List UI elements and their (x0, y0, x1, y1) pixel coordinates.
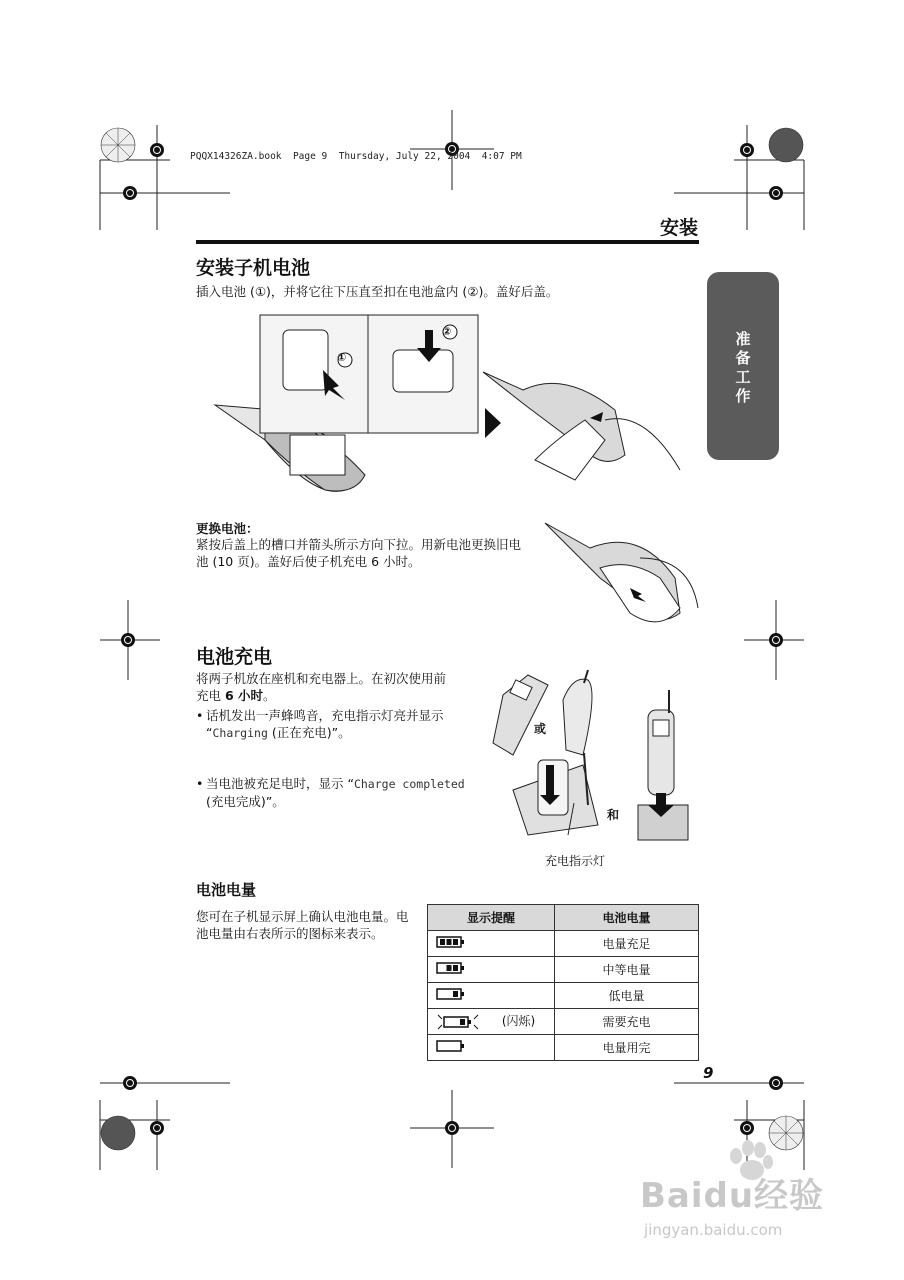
level-cell: 电量充足 (555, 931, 699, 957)
col-display: 显示提醒 (428, 905, 555, 931)
level-cell: 低电量 (555, 983, 699, 1009)
header-rule (196, 240, 699, 244)
side-tab[interactable] (707, 272, 779, 460)
charge-intro-text: 将两子机放在座机和充电器上。在初次使用前充电 (196, 671, 447, 703)
level-cell: 需要充电 (555, 1009, 699, 1035)
print-header: PQQX14326ZA.book Page 9 Thursday, July 22, 2004 4:07 PM (190, 151, 522, 162)
battery-low-icon (436, 988, 466, 1000)
page-number: 9 (703, 1064, 714, 1082)
install-instruction: 插入电池 (①)，并将它往下压直至扣在电池盒内 (②)。盖好后盖。 (196, 284, 559, 299)
icon-cell (428, 957, 555, 983)
icon-cell (428, 1009, 555, 1035)
install-figure (205, 310, 695, 505)
install-title: 安装子机电池 (196, 257, 311, 279)
level-cell: 电量用完 (555, 1035, 699, 1061)
level-cell: 中等电量 (555, 957, 699, 983)
battery-text: 您可在子机显示屏上确认电池电量。电池电量由右表所示的图标来表示。 (196, 909, 409, 941)
or-label: 或 (534, 722, 547, 736)
and-label: 和 (607, 808, 620, 822)
col-level: 电池电量 (555, 905, 699, 931)
bullet2-display: Charge completed (353, 777, 465, 791)
charge-title: 电池充电 (196, 646, 273, 668)
watermark-url: jingyan.baidu.com (644, 1221, 783, 1239)
icon-cell (428, 983, 555, 1009)
battery-table (427, 904, 699, 1061)
icon-cell (428, 931, 555, 957)
bullet1-display: Charging (212, 726, 268, 740)
replace-figure (540, 518, 700, 638)
table-row (428, 1009, 699, 1035)
bullet2-text: 当电池被充足电时，显示 “ (206, 776, 354, 791)
fig-label-1: ① (337, 351, 347, 364)
bullet1-end: (正在充电)”。 (267, 725, 351, 740)
replace-title: 更换电池： (196, 521, 259, 536)
watermark-logo: Baidu经验 (640, 1176, 825, 1216)
table-row (428, 931, 699, 957)
charge-intro-hours: 6 小时 (224, 688, 264, 703)
table-row (428, 1035, 699, 1061)
charge-bullet-2 (196, 775, 468, 810)
table-row (428, 983, 699, 1009)
charge-figure (488, 665, 698, 855)
watermark (640, 1150, 825, 1239)
flashing-note: (闪烁) (501, 1014, 536, 1029)
battery-medium-icon (436, 962, 466, 974)
side-tab-label: 准备工作 (735, 330, 751, 405)
battery-flashing-icon (436, 1013, 480, 1031)
fig-label-2: ② (442, 325, 452, 338)
bullet2-end: (充电完成)”。 (206, 794, 285, 809)
indicator-caption: 充电指示灯 (545, 854, 606, 868)
section-label: 安装 (659, 217, 698, 239)
icon-cell (428, 1035, 555, 1061)
bullet1-text: 话机发出一声蜂鸣音，充电指示灯亮并显示 “ (206, 708, 444, 740)
table-row (428, 957, 699, 983)
charge-intro-end: 。 (263, 688, 276, 703)
battery-full-icon (436, 936, 466, 948)
replace-text: 紧按后盖上的槽口并箭头所示方向下拉。用新电池更换旧电池 (10 页)。盖好后使子机充电 6 小时。 (196, 537, 522, 569)
battery-title: 电池电量 (196, 881, 257, 899)
charge-intro (196, 670, 458, 704)
charge-bullet-1 (196, 707, 468, 742)
battery-empty-icon (436, 1040, 466, 1052)
